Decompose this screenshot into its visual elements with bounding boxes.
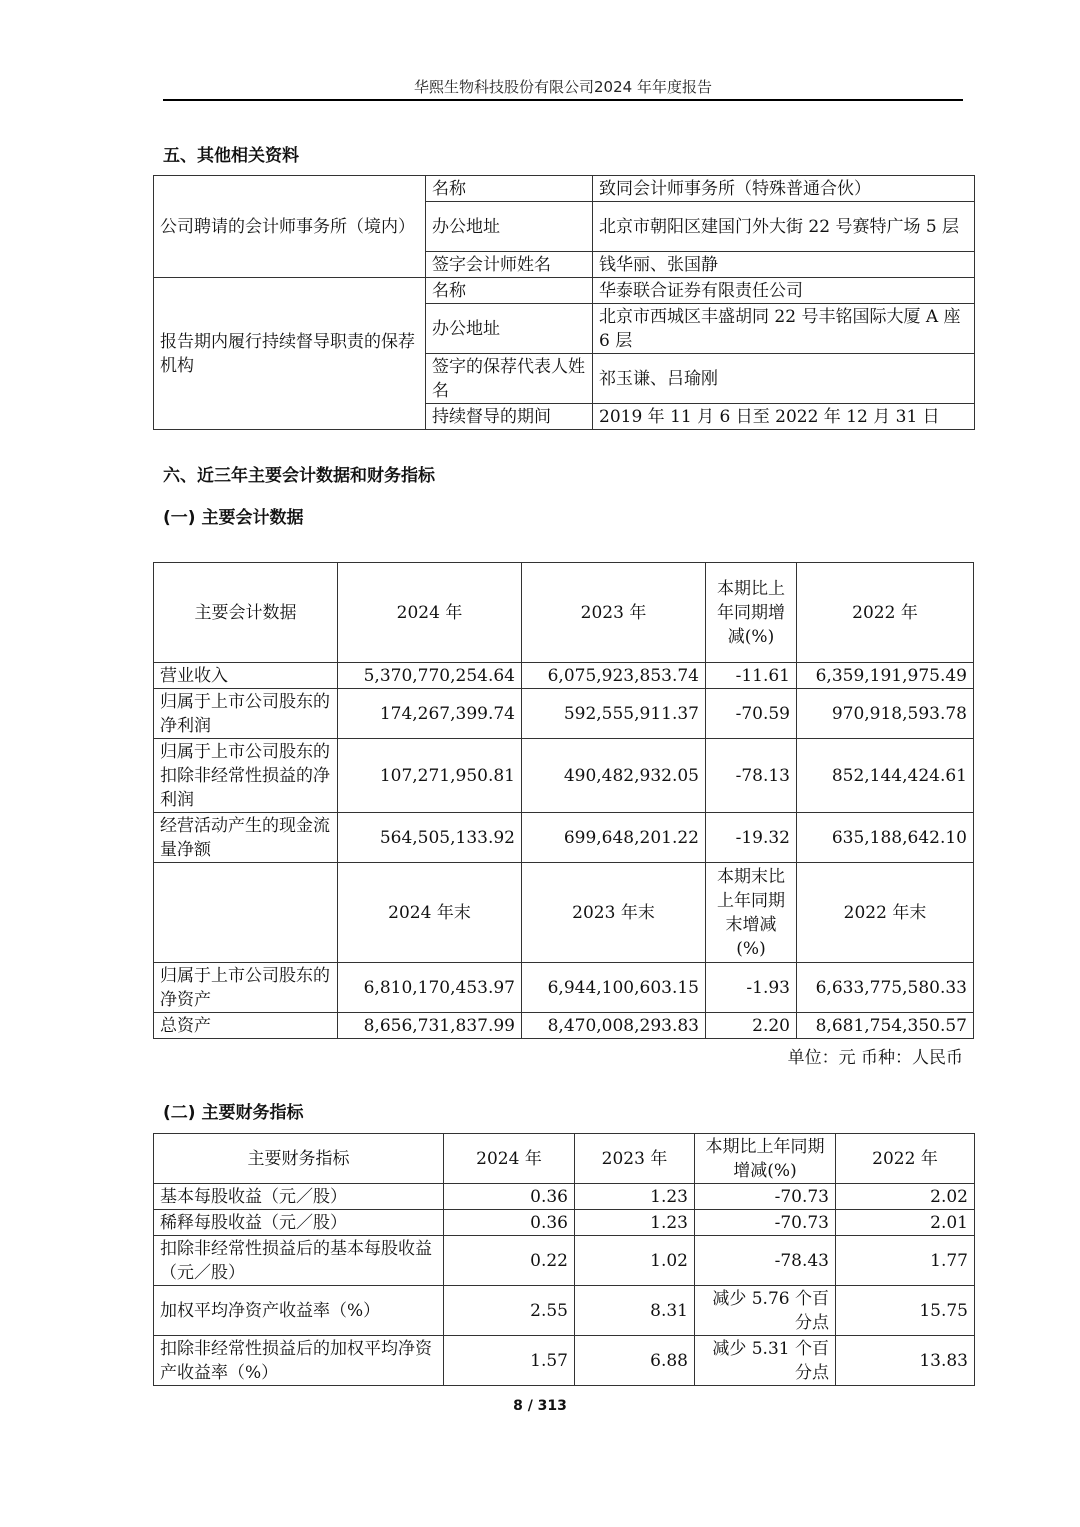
acc-cell: -11.61 (706, 663, 797, 689)
sponsor-period-value: 2019 年 11 月 6 日至 2022 年 12 月 31 日 (593, 404, 975, 430)
acc-row-label: 总资产 (154, 1013, 338, 1039)
auditor-name-value: 致同会计师事务所（特殊普通合伙） (593, 176, 975, 202)
table-row (154, 813, 974, 863)
acc-cell: -78.13 (706, 739, 797, 813)
fin-header-item: 主要财务指标 (154, 1134, 444, 1184)
acc-row-label: 经营活动产生的现金流量净额 (154, 813, 338, 863)
fin-cell: -70.73 (695, 1184, 836, 1210)
acc-header2-2024: 2024 年末 (338, 863, 522, 963)
table-row (154, 739, 974, 813)
acc-cell: 970,918,593.78 (797, 689, 974, 739)
fin-cell: 2.01 (836, 1210, 975, 1236)
other-info-table (153, 175, 975, 430)
acc-cell: 8,470,008,293.83 (522, 1013, 706, 1039)
table-row (154, 1236, 975, 1286)
fin-header-2024: 2024 年 (444, 1134, 575, 1184)
table-row (154, 963, 974, 1013)
fin-cell: 2.55 (444, 1286, 575, 1336)
fin-cell: 1.02 (575, 1236, 695, 1286)
acc-cell: 564,505,133.92 (338, 813, 522, 863)
fin-row-label: 加权平均净资产收益率（%） (154, 1286, 444, 1336)
acc-row-label: 归属于上市公司股东的净资产 (154, 963, 338, 1013)
acc-row-label: 归属于上市公司股东的扣除非经常性损益的净利润 (154, 739, 338, 813)
fin-cell: 1.23 (575, 1210, 695, 1236)
table-row (154, 1286, 975, 1336)
table-row (154, 1336, 975, 1386)
acc-cell: -19.32 (706, 813, 797, 863)
acc-header2-change: 本期末比上年同期末增减(%) (706, 863, 797, 963)
acc-header-2022: 2022 年 (797, 563, 974, 663)
acc-header-item: 主要会计数据 (154, 563, 338, 663)
unit-currency-note: 单位：元 币种：人民币 (787, 1048, 963, 1068)
accounting-data-table (153, 562, 974, 1039)
table-row (154, 1210, 975, 1236)
acc-row-label: 归属于上市公司股东的净利润 (154, 689, 338, 739)
acc-cell: 635,188,642.10 (797, 813, 974, 863)
acc-header2-2023: 2023 年末 (522, 863, 706, 963)
acc-header-2023: 2023 年 (522, 563, 706, 663)
acc-cell: 852,144,424.61 (797, 739, 974, 813)
fin-header-2023: 2023 年 (575, 1134, 695, 1184)
acc-header2-item (154, 863, 338, 963)
acc-cell: 8,656,731,837.99 (338, 1013, 522, 1039)
fin-row-label: 扣除非经常性损益后的加权平均净资产收益率（%） (154, 1336, 444, 1386)
acc-cell: 592,555,911.37 (522, 689, 706, 739)
auditor-address-value: 北京市朝阳区建国门外大街 22 号赛特广场 5 层 (593, 202, 975, 252)
fin-cell: -78.43 (695, 1236, 836, 1286)
fin-cell: 0.22 (444, 1236, 575, 1286)
fin-cell: 6.88 (575, 1336, 695, 1386)
table-row (154, 1184, 975, 1210)
acc-cell: 8,681,754,350.57 (797, 1013, 974, 1039)
acc-row-label: 营业收入 (154, 663, 338, 689)
fin-cell: 13.83 (836, 1336, 975, 1386)
sponsor-rep-label: 签字的保荐代表人姓名 (426, 354, 593, 404)
auditor-signer-value: 钱华丽、张国静 (593, 252, 975, 278)
acc-cell: 2.20 (706, 1013, 797, 1039)
fin-row-label: 扣除非经常性损益后的基本每股收益（元／股） (154, 1236, 444, 1286)
acc-cell: -70.59 (706, 689, 797, 739)
fin-cell: 0.36 (444, 1184, 575, 1210)
acc-cell: 6,075,923,853.74 (522, 663, 706, 689)
sponsor-period-label: 持续督导的期间 (426, 404, 593, 430)
table-row (154, 689, 974, 739)
sponsor-address-value: 北京市西城区丰盛胡同 22 号丰铭国际大厦 A 座 6 层 (593, 304, 975, 354)
section-6-title: 六、近三年主要会计数据和财务指标 (163, 466, 435, 486)
acc-cell: -1.93 (706, 963, 797, 1013)
section-5-title: 五、其他相关资料 (163, 146, 299, 166)
auditor-address-label: 办公地址 (426, 202, 593, 252)
fin-cell: 1.77 (836, 1236, 975, 1286)
fin-cell: -70.73 (695, 1210, 836, 1236)
fin-cell: 15.75 (836, 1286, 975, 1336)
header-divider (163, 99, 963, 101)
fin-header-2022: 2022 年 (836, 1134, 975, 1184)
auditor-group-label: 公司聘请的会计师事务所（境内） (154, 176, 426, 278)
fin-cell: 减少 5.76 个百分点 (695, 1286, 836, 1336)
financial-indicators-table (153, 1133, 975, 1386)
fin-cell: 2.02 (836, 1184, 975, 1210)
report-header-title: 华熙生物科技股份有限公司2024 年年度报告 (414, 78, 712, 96)
acc-header-change: 本期比上年同期增减(%) (706, 563, 797, 663)
acc-cell: 5,370,770,254.64 (338, 663, 522, 689)
sponsor-name-label: 名称 (426, 278, 593, 304)
acc-cell: 6,944,100,603.15 (522, 963, 706, 1013)
subsection-2-title: (二) 主要财务指标 (163, 1103, 304, 1123)
table-row (154, 663, 974, 689)
sponsor-group-label: 报告期内履行持续督导职责的保荐机构 (154, 278, 426, 430)
acc-cell: 6,359,191,975.49 (797, 663, 974, 689)
acc-header-2024: 2024 年 (338, 563, 522, 663)
acc-cell: 6,810,170,453.97 (338, 963, 522, 1013)
page-number: 8 / 313 (513, 1398, 567, 1414)
fin-cell: 1.57 (444, 1336, 575, 1386)
fin-cell: 减少 5.31 个百分点 (695, 1336, 836, 1386)
acc-cell: 174,267,399.74 (338, 689, 522, 739)
sponsor-rep-value: 祁玉谦、吕瑜刚 (593, 354, 975, 404)
fin-cell: 8.31 (575, 1286, 695, 1336)
fin-header-change: 本期比上年同期增减(%) (695, 1134, 836, 1184)
sponsor-address-label: 办公地址 (426, 304, 593, 354)
auditor-signer-label: 签字会计师姓名 (426, 252, 593, 278)
fin-cell: 0.36 (444, 1210, 575, 1236)
sponsor-name-value: 华泰联合证券有限责任公司 (593, 278, 975, 304)
acc-cell: 699,648,201.22 (522, 813, 706, 863)
acc-header2-2022: 2022 年末 (797, 863, 974, 963)
fin-row-label: 稀释每股收益（元／股） (154, 1210, 444, 1236)
auditor-name-label: 名称 (426, 176, 593, 202)
acc-cell: 107,271,950.81 (338, 739, 522, 813)
subsection-1-title: (一) 主要会计数据 (163, 508, 304, 528)
acc-cell: 6,633,775,580.33 (797, 963, 974, 1013)
table-row (154, 1013, 974, 1039)
acc-cell: 490,482,932.05 (522, 739, 706, 813)
fin-cell: 1.23 (575, 1184, 695, 1210)
fin-row-label: 基本每股收益（元／股） (154, 1184, 444, 1210)
